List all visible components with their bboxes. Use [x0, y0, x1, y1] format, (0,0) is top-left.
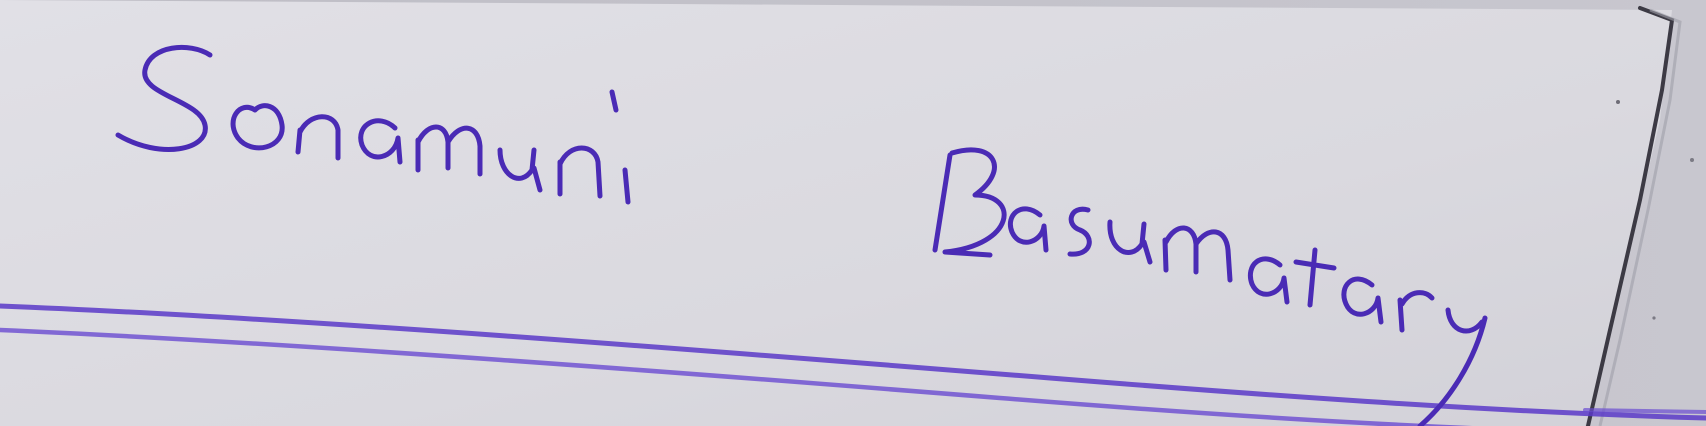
paper-speck — [1652, 316, 1655, 319]
paper-speck — [1616, 100, 1620, 104]
paper-speck — [1690, 158, 1694, 162]
underline-right-stub — [1585, 410, 1706, 412]
